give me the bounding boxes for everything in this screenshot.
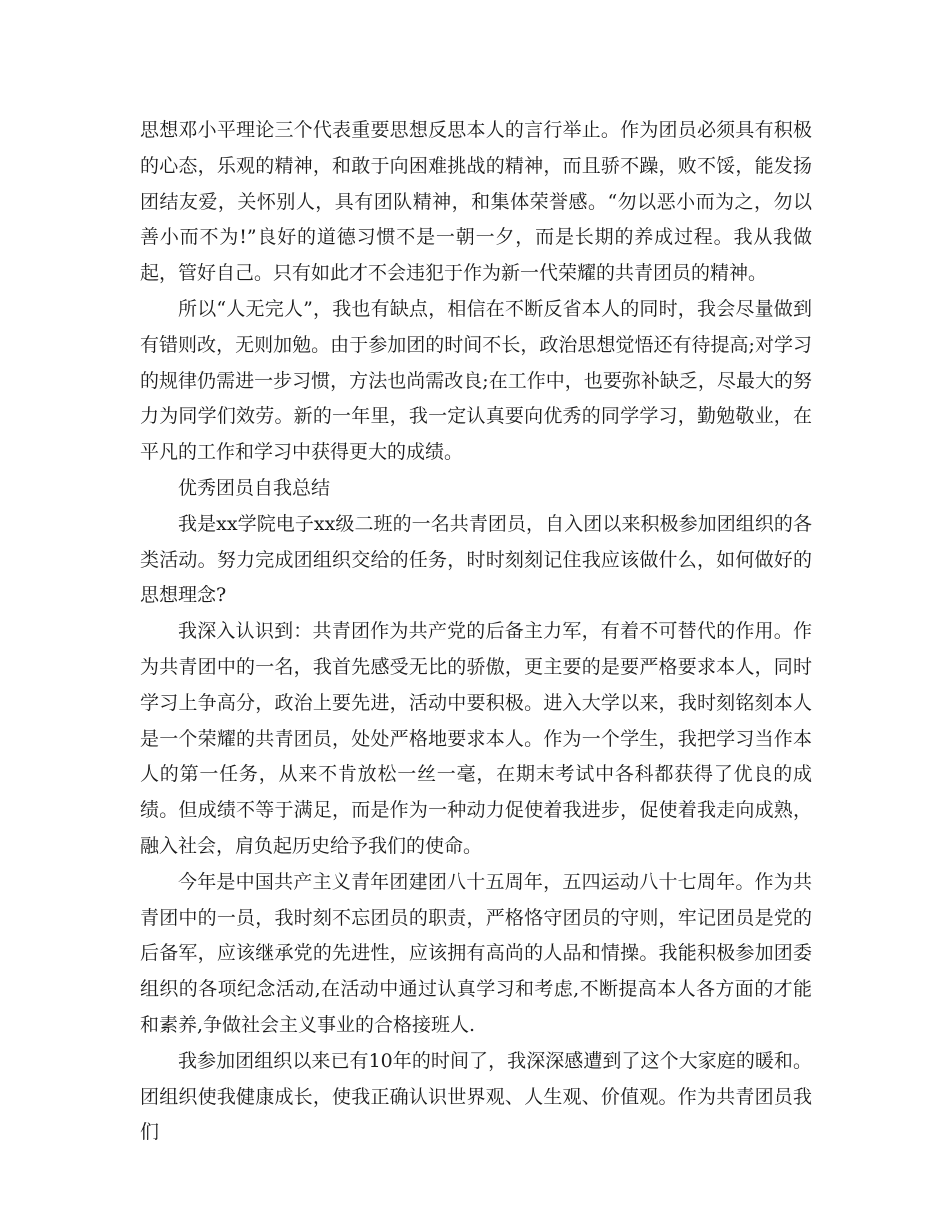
paragraph-understanding: 我深入认识到：共青团作为共产党的后备主力军，有着不可替代的作用。作为共青团中的一名，我首先感受无比的骄傲，更主要的是要严格要求本人，同时学习上争高分，政治上要先进，活动中要积极。进入大学以来，我时刻铭刻本人是一个荣耀的共青团员，处处严格地要求本人。作为一个学生，我把学习当作本人的第一任务，从来不肯放松一丝一毫，在期末考试中各科都获得了优良的成绩。但成绩不等于满足，而是作为一种动力促使着我进步，促使着我走向成熟，融入社会，肩负起历史给予我们的使命。 (140, 620, 812, 857)
document-body (140, 113, 812, 1151)
paragraph-shortcomings: 所以“人无完人”，我也有缺点，相信在不断反省本人的同时，我会尽量做到有错则改，无则加勉。由于参加团的时间不长，政治思想觉悟还有待提高;对学习的规律仍需进一步习惯，方法也尚需改良;在工作中，也要弥补缺乏，尽最大的努力为同学们效劳。新的一年里，我一定认真要向优秀的同学学习，勤勉敬业，在平凡的工作和学习中获得更大的成绩。 (140, 297, 812, 464)
section-heading: 优秀团员自我总结 (178, 476, 331, 499)
paragraph-introduction: 我是xx学院电子xx级二班的一名共青团员，自入团以来积极参加团组织的各类活动。努力完成团组织交给的任务，时时刻刻记住我应该做什么，如何做好的思想理念? (140, 512, 812, 607)
paragraph-continuation: 思想邓小平理论三个代表重要思想反思本人的言行举止。作为团员必须具有积极的心态，乐观的精神，和敢于向困难挑战的精神，而且骄不躁，败不馁，能发扬团结友爱，关怀别人，具有团队精神，和集体荣誉感。“勿以恶小而为之，勿以善小而不为!”良好的道德习惯不是一朝一夕，而是长期的养成过程。我从我做起，管好自己。只有如此才不会违犯于作为新一代荣耀的共青团员的精神。 (140, 119, 812, 285)
paragraph-anniversary: 今年是中国共产主义青年团建团八十五周年，五四运动八十七周年。作为共青团中的一员，我时刻不忘团员的职责，严格恪守团员的守则，牢记团员是党的后备军，应该继承党的先进性，应该拥有高尚的人品和情操。我能积极参加团委组织的各项纪念活动,在活动中通过认真学习和考虑,不断提高本人各方面的才能和素养,争做社会主义事业的合格接班人. (140, 870, 812, 1036)
paragraph-ten-years: 我参加团组织以来已有10年的时间了，我深深感遭到了这个大家庭的暖和。团组织使我健康成长，使我正确认识世界观、人生观、价值观。作为共青团员我们 (140, 1049, 812, 1144)
